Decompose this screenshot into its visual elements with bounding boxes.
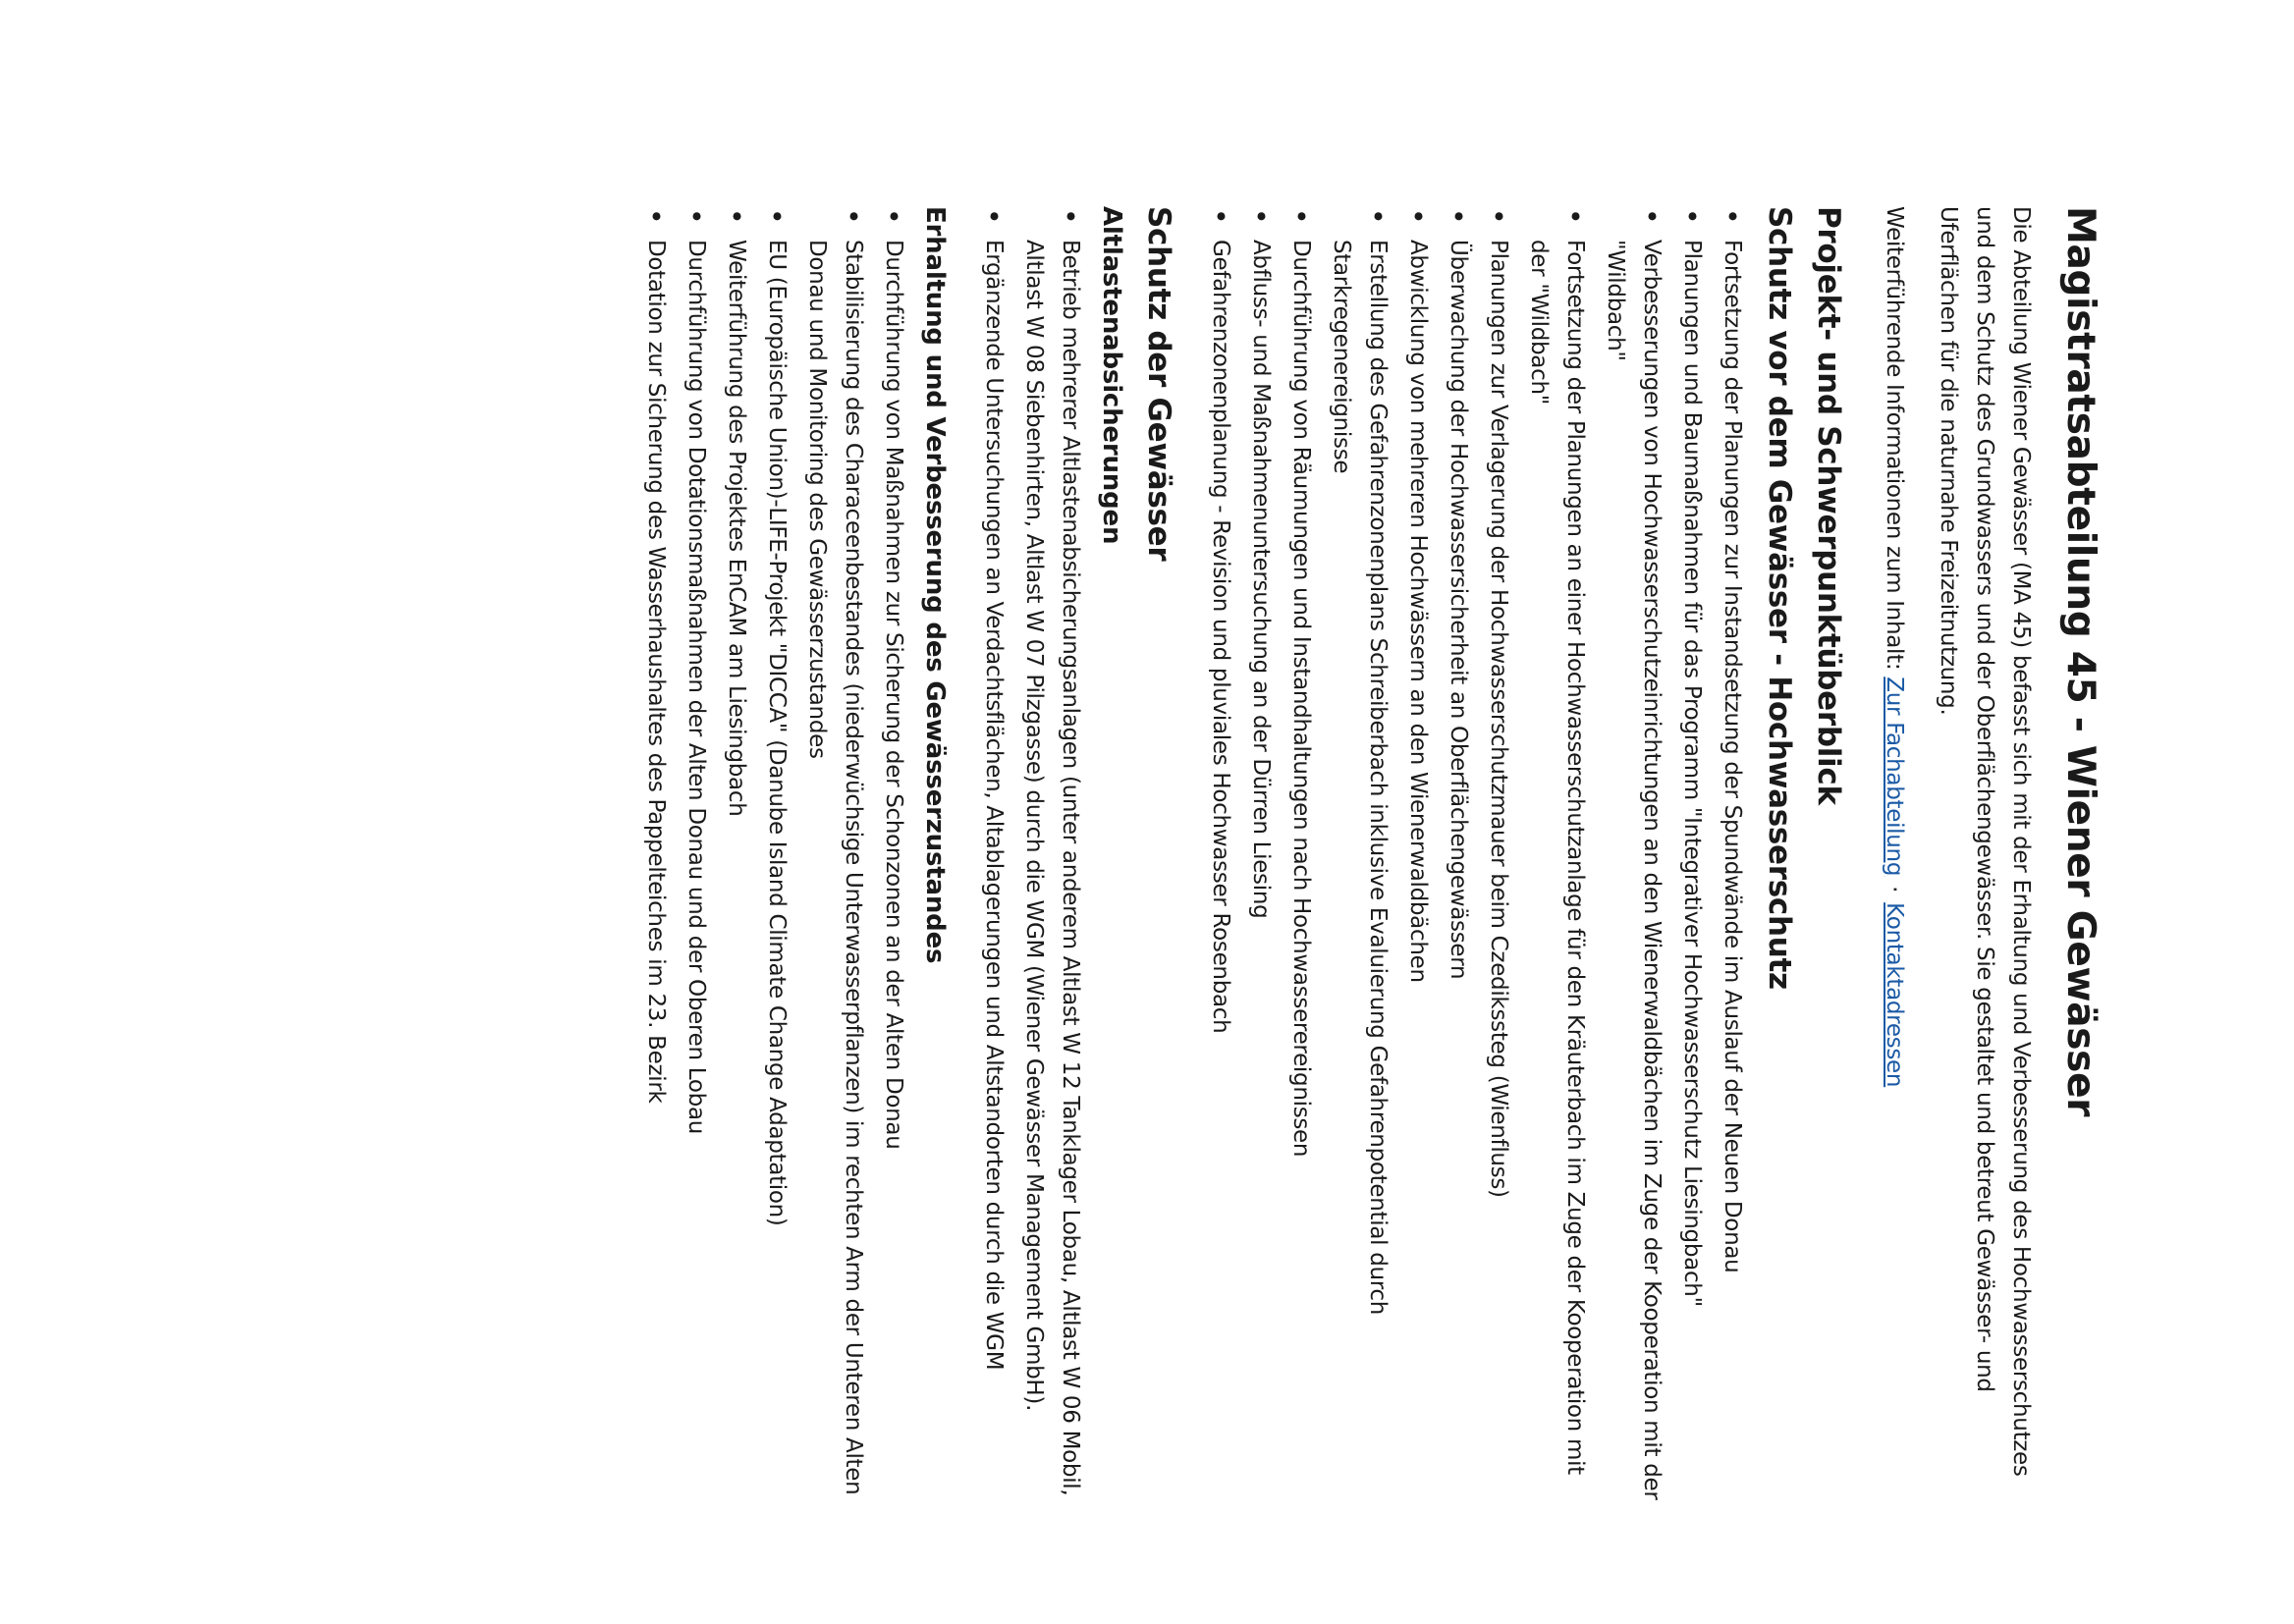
bullet-icon: • — [680, 208, 713, 225]
bullet-icon: • — [1715, 208, 1748, 225]
erhaltung-list — [637, 206, 911, 1506]
list-item: • Abwicklung von mehreren Hochwässern an den Wienerwaldbächen — [1400, 208, 1434, 983]
bullet-icon: • — [837, 208, 870, 225]
fachabteilung-link[interactable]: Zur Fachabteilung — [1882, 677, 1908, 877]
altlasten-heading: Altlastenabsicherungen — [1097, 206, 1127, 545]
further-info-prefix: Weiterführende Informationen zum Inhalt: — [1882, 206, 1908, 671]
bullet-icon: • — [720, 208, 753, 225]
further-info-line — [1876, 206, 1912, 1506]
list-item: • Durchführung von Räumungen und Instandhaltungen nach Hochwasserereignissen — [1284, 208, 1317, 1158]
bullet-icon: • — [1674, 208, 1708, 225]
list-item: • Dotation zur Sicherung des Wasserhaushaltes des Pappelteiches im 23. Bezirk — [639, 208, 673, 1104]
bullet-icon: • — [1557, 208, 1591, 225]
bullet-icon: • — [1243, 208, 1277, 225]
list-item: • Fortsetzung der Planungen zur Instandsetzung der Spundwände im Auslauf der Neuen Donau — [1715, 208, 1748, 1273]
list-item: • Ergänzende Untersuchungen an Verdachtsflächen, Altablagerungen und Altstandorten durch die WGM — [977, 208, 1010, 1371]
list-item: • Durchführung von Maßnahmen zur Sicherung der Schonzonen an der Alten Donau — [877, 208, 910, 1150]
bullet-icon: • — [977, 208, 1010, 225]
projekt-heading: Projekt- und Schwerpunktüberblick — [1811, 206, 1847, 805]
bullet-icon: • — [1634, 208, 1667, 225]
hochwasserschutz-list — [1202, 206, 1750, 1506]
bullet-icon: • — [639, 208, 673, 225]
bullet-icon: • — [1284, 208, 1317, 225]
list-item: • Fortsetzung der Planungen an einer Hochwasserschutzanlage für den Kräuterbach im Zuge der Kooperation mit der "Wildbach" — [1525, 208, 1591, 1475]
list-item: • Planungen zur Verlagerung der Hochwasserschutzmauer beim Czedikssteg (Wienfluss) — [1481, 208, 1514, 1198]
list-item: • Weiterführung des Projektes EnCAM am Liesingbach — [720, 208, 753, 817]
list-item: • Verbesserungen von Hochwasserschutzeinrichtungen an den Wienerwaldbächen im Zuge der Kooperation mit der "Wildbach" — [1602, 208, 1667, 1500]
schutz-der-gewaesser-heading: Schutz der Gewässer — [1140, 206, 1176, 562]
list-item: • Durchführung von Dotationsmaßnahmen der Alten Donau und der Oberen Lobau — [680, 208, 713, 1135]
list-item: • Abfluss- und Maßnahmenuntersuchung an der Dürren Liesing — [1243, 208, 1277, 919]
bullet-icon: • — [1203, 208, 1236, 225]
erhaltung-heading: Erhaltung und Verbesserung des Gewässerzustandes — [920, 206, 951, 964]
list-item: • Überwachung der Hochwassersicherheit an Oberflächengewässern — [1441, 208, 1474, 980]
list-item: • Betrieb mehrerer Altlastenabsicherungsanlagen (unter anderem Altlast W 12 Tanklager Lobau, Altlast W 06 Mobil, Altlast W 08 Siebenhirten, Altlast W 07 Pilzgasse) durch die WGM (Wiener Gewässer Management GmbH). — [1021, 208, 1087, 1496]
link-separator: · — [1882, 886, 1908, 893]
bullet-icon: • — [877, 208, 910, 225]
list-item: • Planungen und Baumaßnahmen für das Programm "Integrativer Hochwasserschutz Liesingbach" — [1674, 208, 1708, 1307]
list-item: • Gefahrenzonenplanung - Revision und pluviales Hochwasser Rosenbach — [1203, 208, 1236, 1034]
list-item: • Stabilisierung des Characeenbestandes (niederwüchsige Unterwasserpflanzen) im rechten Arm der Unteren Alten Donau und Monitoring des Gewässerzustandes — [804, 208, 870, 1495]
hochwasserschutz-heading: Schutz vor dem Gewässer - Hochwasserschutz — [1761, 206, 1797, 990]
bullet-icon: • — [1441, 208, 1474, 225]
bullet-icon: • — [1400, 208, 1434, 225]
bullet-icon: • — [1054, 208, 1087, 225]
bullet-icon: • — [1481, 208, 1514, 225]
list-item: • EU (Europäische Union)-LIFE-Projekt "DICCA" (Danube Island Climate Change Adaptation) — [760, 208, 793, 1226]
bullet-icon: • — [1360, 208, 1393, 225]
kontaktadressen-link[interactable]: Kontaktadressen — [1882, 902, 1908, 1088]
bullet-icon: • — [760, 208, 793, 225]
page-title: Magistratsabteilung 45 - Wiener Gewässer — [2058, 206, 2103, 1117]
list-item: • Erstellung des Gefahrenzonenplans Schreiberbach inklusive Evaluierung Gefahrenpotential durch Starkregenereignisse — [1328, 208, 1393, 1316]
altlasten-list — [975, 206, 1088, 1506]
intro-paragraph: Die Abteilung Wiener Gewässer (MA 45) befasst sich mit der Erhaltung und Verbesserung des Hochwasserschutzes und dem Schutz des Grundwassers und der Oberflächengewässer. Sie gestaltet und betreut Gewässer- und Uferflächen für die naturnahe Freizeitnutzung. — [1936, 206, 2035, 1477]
